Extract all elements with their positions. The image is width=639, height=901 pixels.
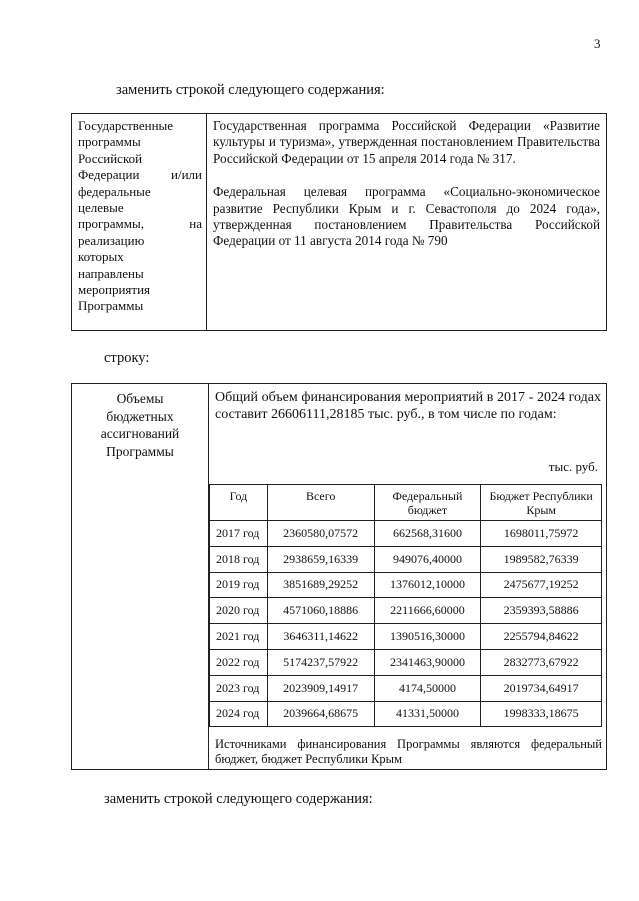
programs-label-word: на <box>189 216 202 232</box>
budget-value-cell <box>209 384 606 769</box>
cell-year: 2020 год <box>210 598 268 624</box>
cell-federal: 41331,50000 <box>374 701 481 727</box>
cell-year: 2017 год <box>210 521 268 547</box>
programs-label-word: программы <box>78 134 141 150</box>
cell-total: 3646311,14622 <box>267 624 374 650</box>
cell-total: 2938659,16339 <box>267 546 374 572</box>
cell-year: 2021 год <box>210 624 268 650</box>
table-row <box>210 572 602 598</box>
table-row <box>210 521 602 547</box>
cell-total: 4571060,18886 <box>267 598 374 624</box>
programs-label-word: целевые <box>78 200 124 216</box>
replace-instruction-1: заменить строкой следующего содержания: <box>116 82 385 98</box>
row-label: строку: <box>104 350 150 366</box>
budget-label-line: Программы <box>106 443 174 459</box>
programs-label-line <box>78 184 202 200</box>
table-row <box>210 598 602 624</box>
cell-crimea: 2255794,84622 <box>481 624 602 650</box>
cell-crimea: 2832773,67922 <box>481 649 602 675</box>
state-program-paragraph: Государственная программа Российской Федерации «Развитие культуры и туризма», утвержденная постановлением Правительства Российской Федерации от 15 апреля 2014 года № 317. <box>213 118 600 166</box>
cell-federal: 4174,50000 <box>374 675 481 701</box>
cell-year: 2018 год <box>210 546 268 572</box>
table-row <box>210 649 602 675</box>
budget-label-line: Объемы <box>116 391 164 406</box>
cell-federal: 662568,31600 <box>374 521 481 547</box>
programs-label-word: реализацию <box>78 232 145 248</box>
programs-table <box>71 113 607 331</box>
page-number: 3 <box>594 36 601 51</box>
programs-label-word: федеральные <box>78 183 151 199</box>
programs-label-line <box>78 216 202 232</box>
cell-federal: 2211666,60000 <box>374 598 481 624</box>
financing-summary: Общий объем финансирования мероприятий в 2017 - 2024 годах составит 26606111,28185 тыс. руб., в том числе по годам: <box>215 390 601 422</box>
programs-label-word: Российской <box>78 150 143 166</box>
programs-label-line <box>78 134 202 150</box>
cell-crimea: 1998333,18675 <box>481 701 602 727</box>
cell-year: 2024 год <box>210 701 268 727</box>
financing-by-year-table <box>209 484 602 727</box>
programs-label-cell <box>72 114 207 330</box>
table-row <box>210 675 602 701</box>
programs-label-line <box>78 233 202 249</box>
cell-total: 2039664,68675 <box>267 701 374 727</box>
budget-table <box>71 383 607 770</box>
cell-crimea: 1989582,76339 <box>481 546 602 572</box>
programs-label-line <box>78 282 202 298</box>
programs-value-cell <box>207 114 606 250</box>
unit-label: тыс. руб. <box>548 459 598 474</box>
programs-label-line <box>78 167 202 183</box>
budget-label-line: ассигнований <box>100 426 180 441</box>
header-crimea-budget: Бюджет Республики Крым <box>481 485 602 521</box>
cell-total: 3851689,29252 <box>267 572 374 598</box>
programs-label-word: направлены <box>78 265 144 281</box>
programs-label-line <box>78 266 202 282</box>
programs-label-line <box>78 118 202 134</box>
table-row <box>210 546 602 572</box>
cell-federal: 1376012,10000 <box>374 572 481 598</box>
cell-year: 2022 год <box>210 649 268 675</box>
programs-label-line <box>78 249 202 265</box>
federal-target-program-paragraph: Федеральная целевая программа «Социально-экономическое развитие Республики Крым и г. Севастополя до 2024 года», утвержденная постановлением Правительства Российской Федерации от 11 августа 2014 года № 790 <box>213 184 600 249</box>
header-total: Всего <box>267 485 374 521</box>
programs-label-word: мероприятия <box>78 282 151 298</box>
cell-year: 2019 год <box>210 572 268 598</box>
programs-label-word: Программы <box>78 298 144 314</box>
cell-federal: 949076,40000 <box>374 546 481 572</box>
cell-crimea: 1698011,75972 <box>481 521 602 547</box>
programs-label-word: и/или <box>171 167 202 183</box>
programs-label-line <box>78 298 202 314</box>
header-federal-budget: Федеральный бюджет <box>374 485 481 521</box>
cell-crimea: 2475677,19252 <box>481 572 602 598</box>
cell-year: 2023 год <box>210 675 268 701</box>
replace-instruction-2: заменить строкой следующего содержания: <box>104 791 373 807</box>
programs-label-line <box>78 151 202 167</box>
cell-federal: 1390516,30000 <box>374 624 481 650</box>
cell-crimea: 2019734,64917 <box>481 675 602 701</box>
header-year: Год <box>210 485 268 521</box>
cell-total: 2360580,07572 <box>267 521 374 547</box>
programs-label-line <box>78 200 202 216</box>
cell-total: 5174237,57922 <box>267 649 374 675</box>
programs-label-word: Государственные <box>78 118 174 133</box>
table-row <box>210 701 602 727</box>
financing-sources-note: Источниками финансирования Программы являются федеральный бюджет, бюджет Республики Крым <box>215 737 602 766</box>
cell-crimea: 2359393,58886 <box>481 598 602 624</box>
financing-header-row <box>210 485 602 521</box>
cell-federal: 2341463,90000 <box>374 649 481 675</box>
programs-label-word: программы, <box>78 216 144 232</box>
table-row <box>210 624 602 650</box>
programs-label-word: которых <box>78 249 124 265</box>
budget-label-line: бюджетных <box>106 408 174 424</box>
programs-label-word: Федерации <box>78 167 140 183</box>
budget-label-cell <box>72 384 209 769</box>
cell-total: 2023909,14917 <box>267 675 374 701</box>
